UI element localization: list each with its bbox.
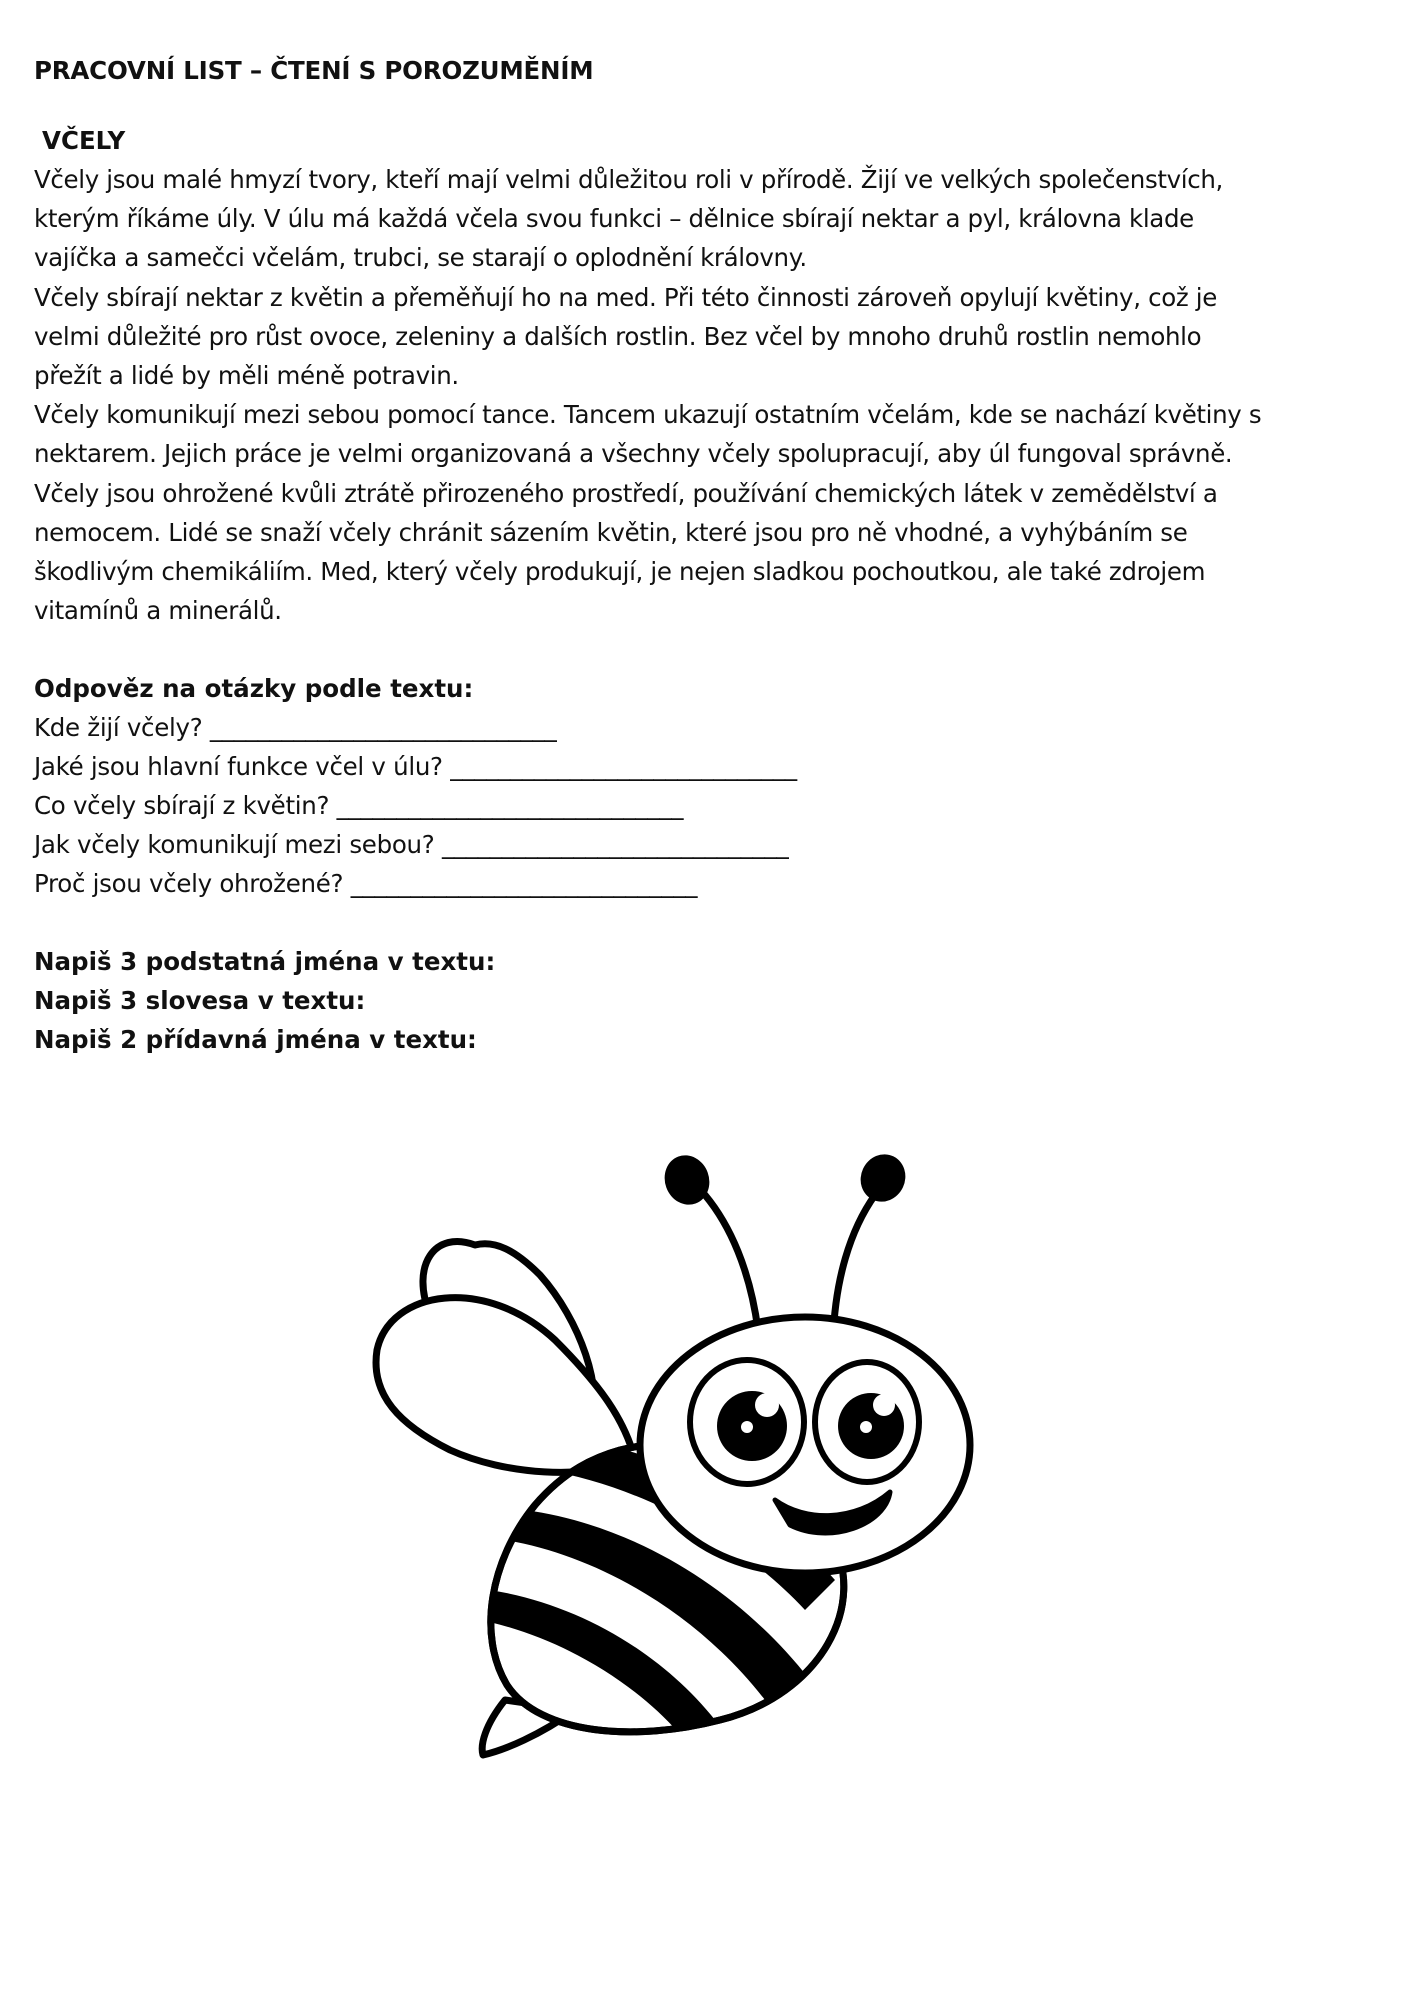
task-verbs: Napiš 3 slovesa v textu:	[34, 986, 366, 1016]
paragraph: Včely sbírají nektar z květin a přeměňují ho na med. Při této činnosti zároveň opylují květiny, což je velmi důležité pro růst ovoce, zeleniny a dalších rostlin. Bez včel by mnoho druhů rostlin nemohlo přežít a lidé by měli méně potravin.	[34, 282, 1217, 391]
paragraph: Včely komunikují mezi sebou pomocí tance. Tancem ukazují ostatním včelám, kde se nachází květiny s nektarem. Jejich práce je velmi organizovaná a všechny včely spolupracují, aby úl fungoval správně.	[34, 400, 1262, 469]
question-line: Kde žijí včely? _____________________________	[34, 713, 557, 743]
reading-text	[34, 160, 1384, 630]
bee-antenna-tip	[853, 1147, 913, 1209]
document-title: PRACOVNÍ LIST – ČTENÍ S POROZUMĚNÍM	[34, 56, 594, 85]
worksheet-page	[34, 52, 1384, 1059]
task-adjectives: Napiš 2 přídavná jména v textu:	[34, 1025, 477, 1055]
section-title: VČELY	[42, 126, 126, 155]
questions-section	[34, 669, 1384, 903]
question-line: Jak včely komunikují mezi sebou? _____________________________	[34, 830, 789, 860]
question-line: Jaké jsou hlavní funkce včel v úlu? _____________________________	[34, 752, 797, 782]
questions-title: Odpověz na otázky podle textu:	[34, 674, 474, 704]
bee-head	[640, 1317, 970, 1573]
question-line: Proč jsou včely ohrožené? _____________________________	[34, 869, 698, 899]
bee-icon	[365, 1140, 1065, 1780]
paragraph: Včely jsou malé hmyzí tvory, kteří mají velmi důležitou roli v přírodě. Žijí ve velkých společenstvích, kterým říkáme úly. V úlu má každá včela svou funkci – dělnice sbírají nektar a pyl, královna klade vajíčka a samečci včelám, trubci, se starají o oplodnění královny.	[34, 165, 1223, 273]
bee-illustration	[365, 1140, 1065, 1780]
task-nouns: Napiš 3 podstatná jména v textu:	[34, 947, 496, 977]
question-line: Co včely sbírají z květin? _____________________________	[34, 791, 684, 821]
tasks-section	[34, 942, 1384, 1059]
bee-front-wing	[376, 1298, 635, 1473]
paragraph: Včely jsou ohrožené kvůli ztrátě přirozeného prostředí, používání chemických látek v zemědělství a nemocem. Lidé se snaží včely chránit sázením květin, které jsou pro ně vhodné, a vyhýbáním se škodlivým chemikáliím. Med, který včely produkují, je nejen sladkou pochoutkou, ale také zdrojem vitamínů a minerálů.	[34, 478, 1218, 626]
bee-antenna-left	[705, 1195, 758, 1330]
